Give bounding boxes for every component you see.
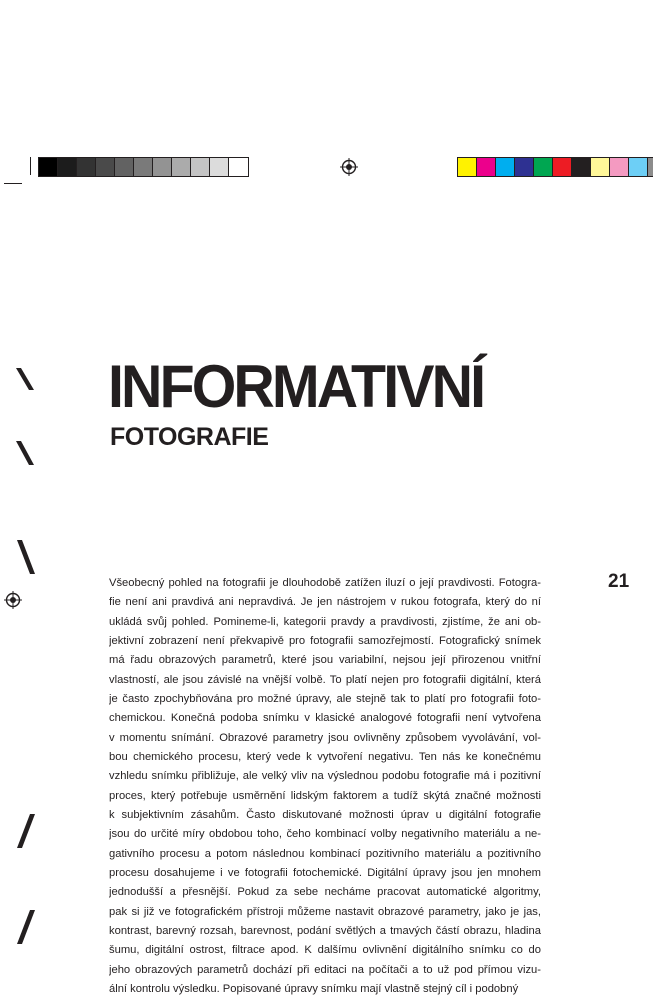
color-swatch: [534, 158, 553, 176]
decorative-slash-5: [14, 910, 36, 944]
crop-mark-horizontal: [4, 183, 22, 184]
page-number: 21: [608, 571, 630, 592]
text-line: jeho obrazových parametrů dochází při editaci na počítači a to už pod přímou vizu-: [109, 963, 541, 976]
color-swatch: [572, 158, 591, 176]
text-line: procesu dosahujeme i ve fotografii fotochemické. Digitální úpravy jsou jen mnohem: [109, 866, 541, 879]
gray-swatch: [115, 158, 134, 176]
text-line: vzhledu snímku přibližuje, ale velký vliv na výslednou podobu fotografie má i pozitivní: [109, 770, 541, 783]
decorative-slash-1: [14, 368, 36, 390]
decorative-slash-2: [14, 441, 36, 465]
color-swatch: [648, 158, 653, 176]
color-swatch: [591, 158, 610, 176]
body-paragraph: [109, 574, 541, 999]
text-line: kontrast, barevný rozsah, barevnost, podání světlých a tmavých částí obrazu, hladina: [109, 924, 541, 937]
text-line: jednodušší a přesnější. Pokud za sebe necháme pracovat automatické algoritmy,: [109, 886, 541, 899]
text-line: Všeobecný pohled na fotografii je dlouhodobě zatížen iluzí o její pravdivosti. Fotogra-: [109, 577, 541, 589]
text-line: v momentu snímání. Obrazové parametry jsou ovlivněny způsobem vyvolávání, vol-: [109, 731, 541, 744]
color-swatch: [515, 158, 534, 176]
text-line: jsou do určité míry obdobou toho, čeho kombinací volby negativního materiálu a ne-: [109, 828, 541, 841]
color-calibration-bar: [457, 157, 653, 177]
gray-swatch: [134, 158, 153, 176]
decorative-slash-3: [14, 540, 36, 574]
text-line: bou chemického procesu, který vede k vytvoření negativu. Ten nás ke konečnému: [109, 750, 541, 763]
registration-mark-left-icon: [4, 591, 22, 609]
color-swatch: [496, 158, 515, 176]
text-line: vlastností, ale jsou závislé na vnější volbě. To platí nejen pro fotografii digitální, která: [109, 673, 541, 686]
text-line: šumu, digitální ostrost, filtrace apod. K dalšímu ovlivnění digitálního snímku co do: [109, 944, 541, 957]
gray-swatch: [96, 158, 115, 176]
gray-swatch: [153, 158, 172, 176]
text-line: je často zpochybňována pro možné úpravy, ale stejně tak to platí pro fotografii foto-: [109, 692, 541, 705]
text-line: ální kontrolu výsledku. Popisované úpravy snímku mají vlastně stejný cíl i podobný: [109, 982, 519, 995]
chapter-subtitle: FOTOGRAFIE: [110, 423, 269, 451]
color-swatch: [610, 158, 629, 176]
gray-swatch: [77, 158, 96, 176]
color-swatch: [458, 158, 477, 176]
text-line: má řadu obrazových parametrů, které jsou variabilní, nejsou její přirozenou vnitřní: [109, 654, 541, 667]
text-line: chemickou. Konečná podoba snímku v klasické analogové fotografii není vytvořena: [109, 712, 541, 725]
color-swatch: [477, 158, 496, 176]
text-line: fie není ani pravdivá ani nepravdivá. Je jen nástrojem v rukou fotografa, který do ní: [109, 596, 541, 609]
text-line: k subjektivním zásahům. Často diskutované možnosti úprav u digitální fotografie: [109, 808, 541, 821]
gray-swatch: [39, 158, 58, 176]
decorative-slash-4: [14, 814, 36, 848]
gray-swatch: [58, 158, 77, 176]
gray-swatch: [191, 158, 210, 176]
registration-mark-top-icon: [340, 158, 358, 176]
text-line: ukládá svůj pohled. Pomineme-li, kategorii pravdy a pravdivosti, zjistíme, že ani ob-: [109, 615, 541, 628]
crop-mark-vertical: [30, 157, 31, 175]
text-line: jektivní zobrazení není překvapivě pro fotografii samozřejmostí. Fotografický snímek: [109, 634, 541, 647]
grayscale-calibration-bar: [38, 157, 249, 177]
chapter-title: INFORMATIVNÍ: [108, 353, 484, 420]
color-swatch: [629, 158, 648, 176]
color-swatch: [553, 158, 572, 176]
gray-swatch: [229, 158, 248, 176]
text-line: gativního procesu a potom následnou kombinací pozitivního materiálu a pozitivního: [109, 847, 541, 860]
text-line: pak si již ve fotografickém přístroji můžeme nastavit obrazové parametry, jako je jas,: [109, 905, 541, 918]
gray-swatch: [172, 158, 191, 176]
text-line: proces, který potřebuje usměrnění lidským faktorem a tudíž skýtá značné možnosti: [109, 789, 541, 802]
gray-swatch: [210, 158, 229, 176]
